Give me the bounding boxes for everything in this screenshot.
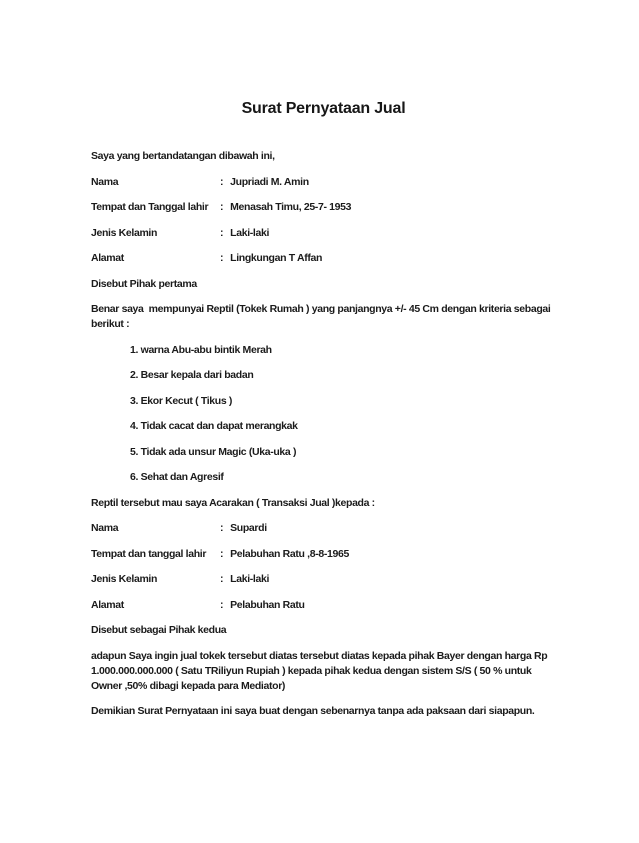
field-colon: : (220, 252, 224, 264)
field-row-party2-nama (91, 521, 556, 536)
field-value: Pelabuhan Ratu (230, 598, 305, 611)
field-label: Alamat (91, 598, 124, 611)
field-label: Jenis Kelamin (91, 226, 158, 239)
field-label: Tempat dan tanggal lahir (91, 547, 207, 560)
price-statement: adapun Saya ingin jual tokek tersebut diatas tersebut diatas kepada pihak Bayer dengan harga Rp 1.000.000.000.000 ( Satu TRiliyun Rupiah ) kepada pihak kedua dengan sistem S/S ( 50 % untuk Owner ,50% dibagi kepada para Mediator) (91, 649, 550, 692)
field-colon: : (220, 226, 224, 239)
criteria-item: 4. Tidak cacat dan dapat merangkak (130, 420, 298, 432)
field-colon: : (220, 201, 224, 213)
criteria-list (130, 343, 556, 486)
field-value: Menasah Timu, 25-7- 1953 (230, 201, 352, 213)
field-label: Nama (91, 175, 119, 188)
field-row-party1-jenis-kelamin (91, 226, 556, 241)
field-value: Supardi (230, 522, 267, 534)
field-colon: : (220, 573, 224, 585)
field-value: Lingkungan T Affan (230, 252, 323, 264)
field-label: Nama (91, 522, 119, 534)
field-label: Jenis Kelamin (91, 573, 158, 585)
criteria-item: 5. Tidak ada unsur Magic (Uka-uka ) (130, 445, 297, 458)
field-row-party2-ttl (91, 547, 556, 562)
party1-designation: Disebut Pihak pertama (91, 277, 197, 290)
intro-line: Saya yang bertandatangan dibawah ini, (91, 150, 275, 162)
criteria-item: 6. Sehat dan Agresif (130, 471, 224, 483)
criteria-item: 1. warna Abu-abu bintik Merah (130, 343, 272, 356)
field-row-party2-alamat (91, 598, 556, 613)
field-label: Alamat (91, 252, 124, 264)
criteria-item: 2. Besar kepala dari badan (130, 369, 254, 381)
field-value: Laki-laki (230, 226, 270, 239)
field-colon: : (220, 522, 224, 534)
field-row-party1-nama (91, 175, 556, 190)
field-row-party1-alamat (91, 251, 556, 266)
field-label: Tempat dan Tanggal lahir (91, 201, 209, 213)
page-title: Surat Pernyataan Jual (241, 100, 406, 117)
criteria-item: 3. Ekor Kecut ( Tikus ) (130, 394, 233, 407)
field-value: Pelabuhan Ratu ,8-8-1965 (230, 547, 349, 560)
party2-designation: Disebut sebagai Pihak kedua (91, 624, 227, 636)
ownership-statement: Benar saya mempunyai Reptil (Tokek Rumah ) yang panjangnya +/- 45 Cm dengan kriteria sebagai berikut : (91, 303, 554, 330)
field-colon: : (220, 598, 224, 611)
field-row-party2-jenis-kelamin (91, 572, 556, 587)
closing-statement: Demikian Surat Pernyataan ini saya buat dengan sebenarnya tanpa ada paksaan dari siapapun. (91, 705, 535, 717)
field-colon: : (220, 547, 224, 560)
field-value: Laki-laki (230, 573, 270, 585)
field-value: Jupriadi M. Amin (230, 175, 309, 188)
field-row-party1-ttl (91, 200, 556, 215)
field-colon: : (220, 175, 224, 188)
transfer-statement: Reptil tersebut mau saya Acarakan ( Transaksi Jual )kepada : (91, 496, 375, 509)
